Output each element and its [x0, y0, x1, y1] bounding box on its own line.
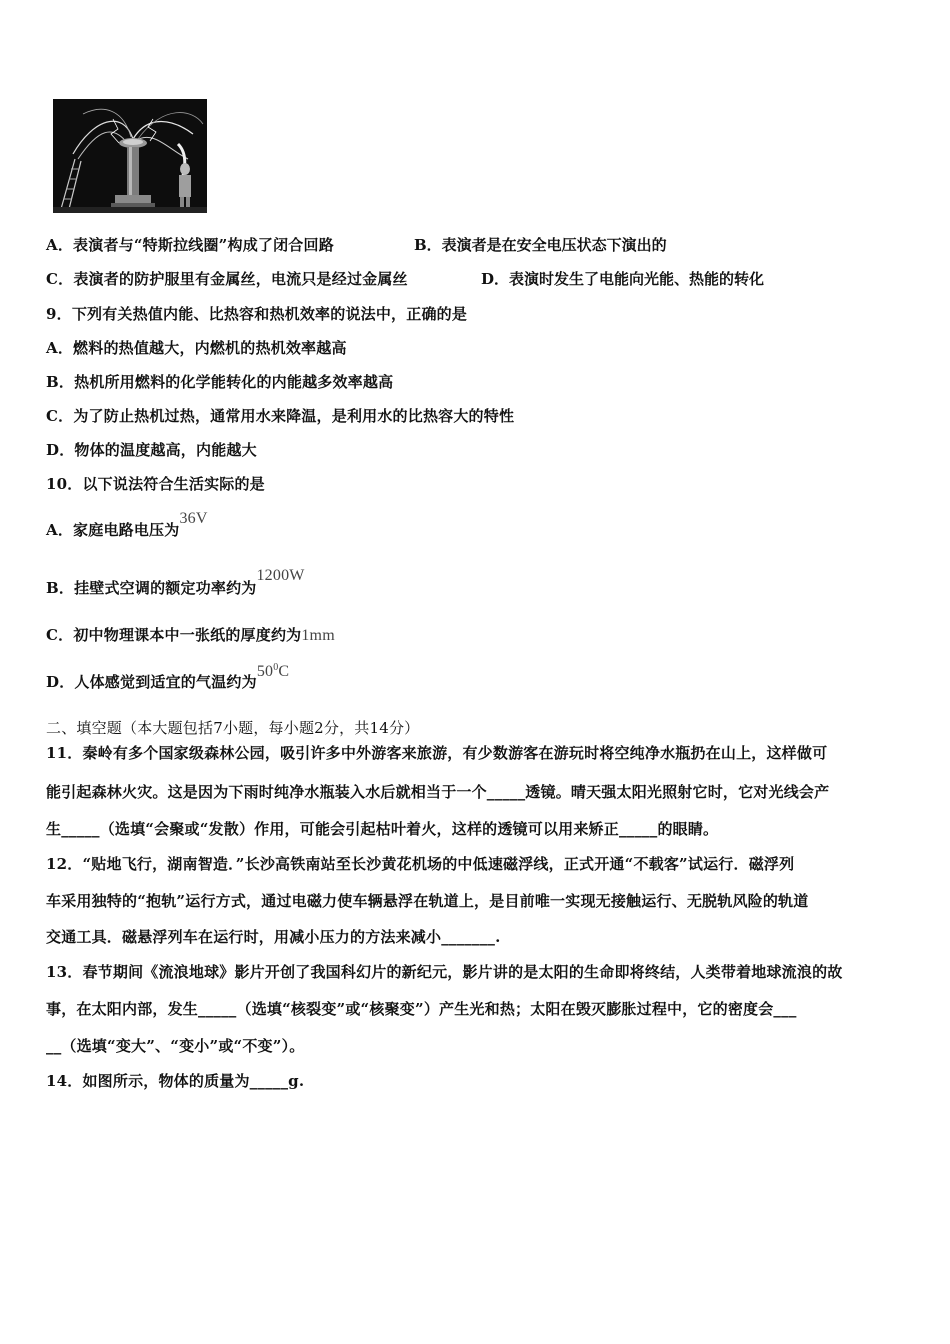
q9-option-a: A．燃料的热值越大，内燃机的热机效率越高	[46, 339, 347, 357]
tesla-coil-illustration	[53, 99, 207, 213]
q10-option-d	[46, 662, 290, 695]
q10-option-d-unit: C	[278, 663, 290, 680]
q10-option-b	[46, 567, 305, 599]
q10-stem: 10．以下说法符合生活实际的是	[46, 475, 265, 493]
q11-line3: 生_____（选填“会聚或“发散）作用，可能会引起枯叶着火，这样的透镜可以用来矫正_____的眼睛。	[46, 820, 719, 838]
q10-option-d-text: D．人体感觉到适宜的气温约为	[46, 673, 257, 691]
q10-option-c	[46, 625, 335, 646]
q10-option-c-value: 1mm	[301, 627, 335, 644]
q9-stem: 9．下列有关热值内能、比热容和热机效率的说法中，正确的是	[46, 305, 468, 323]
q13-line3: __（选填“变大”、“变小”或“不变”）。	[46, 1037, 305, 1055]
q13-line2: 事，在太阳内部，发生_____（选填“核裂变”或“核聚变”）产生光和热；太阳在毁灭膨胀过程中，它的密度会___	[46, 1000, 797, 1018]
q12-line3: 交通工具．磁悬浮列车在运行时，用减小压力的方法来减小_______.	[46, 928, 501, 946]
q9-option-b: B．热机所用燃料的化学能转化的内能越多效率越高	[46, 373, 394, 391]
tesla-coil-photo	[53, 99, 207, 213]
q8-option-d: D．表演时发生了电能向光能、热能的转化	[481, 270, 765, 288]
q10-option-b-text: B．挂壁式空调的额定功率约为	[46, 579, 257, 597]
q10-option-d-degree: 0	[273, 662, 279, 673]
q10-option-a-value: 36V	[179, 510, 208, 527]
q12-line1: 12．“贴地飞行，湖南智造．”长沙高铁南站至长沙黄花机场的中低速磁浮线，正式开通“不载客”试运行．磁浮列	[46, 855, 795, 873]
q11-line1: 11．秦岭有多个国家级森林公园，吸引许多中外游客来旅游，有少数游客在游玩时将空纯净水瓶扔在山上，这样做可	[46, 744, 828, 762]
q10-option-a-text: A．家庭电路电压为	[46, 521, 180, 539]
q8-option-a: A．表演者与“特斯拉线圈”构成了闭合回路	[46, 236, 334, 254]
q10-option-d-number: 50	[256, 663, 274, 680]
q10-option-a	[46, 510, 208, 541]
q12-line2: 车采用独特的“抱轨”运行方式，通过电磁力使车辆悬浮在轨道上，是目前唯一实现无接触运行、无脱轨风险的轨道	[46, 892, 809, 910]
q10-option-d-value	[257, 663, 289, 680]
q14-line1: 14．如图所示，物体的质量为_____g.	[46, 1072, 305, 1090]
q8-option-b: B．表演者是在安全电压状态下演出的	[414, 236, 667, 254]
q11-line2: 能引起森林火灾。这是因为下雨时纯净水瓶装入水后就相当于一个_____透镜。晴天强太阳光照射它时，它对光线会产	[46, 783, 830, 801]
q9-option-d: D．物体的温度越高，内能越大	[46, 441, 257, 459]
q10-option-c-text: C．初中物理课本中一张纸的厚度约为	[46, 626, 302, 644]
q8-option-c: C．表演者的防护服里有金属丝，电流只是经过金属丝	[46, 270, 408, 288]
q13-line1: 13．春节期间《流浪地球》影片开创了我国科幻片的新纪元，影片讲的是太阳的生命即将终结，人类带着地球流浪的故	[46, 963, 843, 981]
q10-option-b-value: 1200W	[256, 567, 305, 584]
q9-option-c: C．为了防止热机过热，通常用水来降温，是利用水的比热容大的特性	[46, 407, 515, 425]
section2-heading: 二、填空题（本大题包括7小题，每小题2分，共14分）	[46, 719, 420, 737]
